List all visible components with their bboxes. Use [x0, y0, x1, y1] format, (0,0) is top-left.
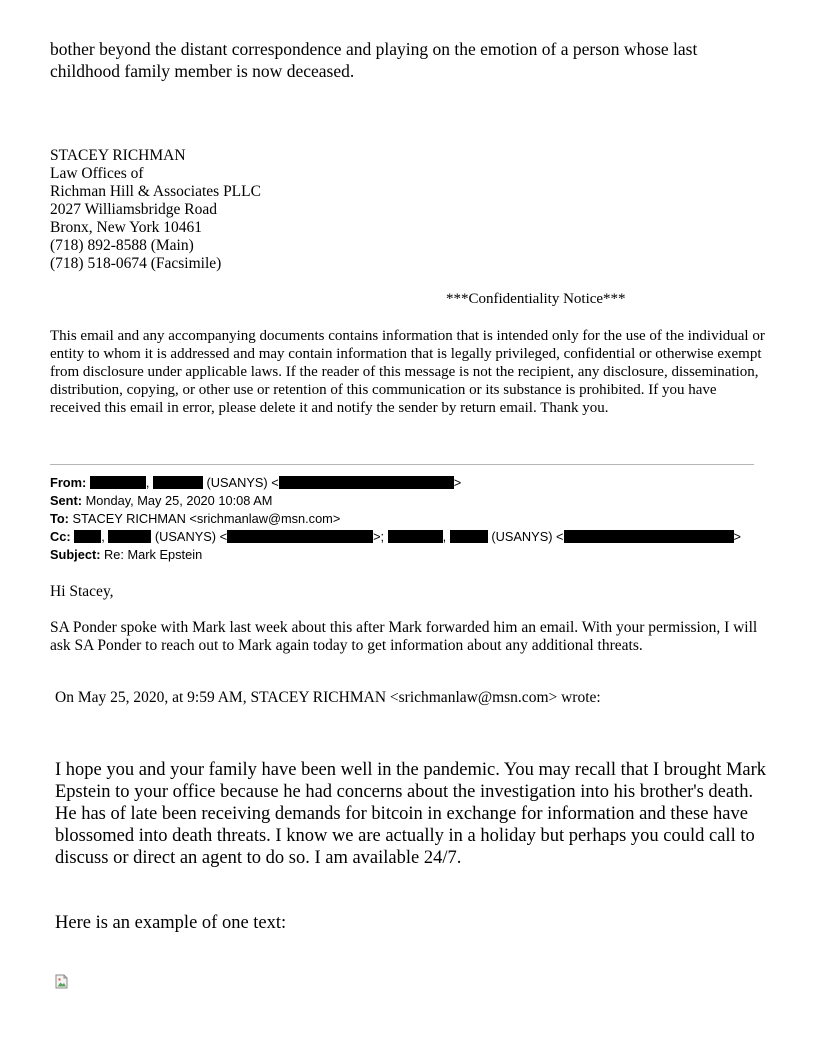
- from-comma: ,: [145, 475, 150, 490]
- broken-image-icon[interactable]: [55, 974, 69, 989]
- signature-phone: (718) 892-8588 (Main): [50, 237, 194, 254]
- signature-address: 2027 Williamsbridge Road: [50, 201, 217, 218]
- header-divider: [50, 464, 754, 465]
- sent-row: [50, 492, 741, 510]
- to-label: To:: [50, 511, 69, 526]
- from-label: From:: [50, 475, 87, 490]
- redaction-box: [108, 530, 151, 543]
- signature-fax: (718) 518-0674 (Facsimile): [50, 255, 222, 272]
- subject-row: [50, 546, 741, 564]
- cc-org: (USANYS) <: [491, 529, 564, 544]
- email-header: [50, 474, 741, 564]
- signature-firm: Richman Hill & Associates PLLC: [50, 183, 261, 200]
- redaction-box: [450, 530, 488, 543]
- cc-separator: >;: [373, 529, 385, 544]
- redaction-box: [153, 476, 203, 489]
- cc-row: [50, 528, 741, 546]
- confidentiality-title: ***Confidentiality Notice***: [446, 291, 626, 307]
- to-row: [50, 510, 741, 528]
- signature-block: [50, 147, 261, 273]
- redaction-box: [74, 530, 101, 543]
- subject-value: Re: Mark Epstein: [104, 547, 203, 562]
- to-value[interactable]: STACEY RICHMAN <srichmanlaw@msn.com>: [72, 511, 341, 526]
- redaction-box: [388, 530, 443, 543]
- intro-paragraph: bother beyond the distant correspondence and playing on the emotion of a person whose last childhood family member is now deceased.: [50, 39, 698, 81]
- cc-org: (USANYS) <: [154, 529, 228, 544]
- signature-name: STACEY RICHMAN: [50, 147, 186, 164]
- from-org: (USANYS) <: [206, 475, 279, 490]
- sent-value: Monday, May 25, 2020 10:08 AM: [85, 493, 273, 508]
- cc-close: >: [733, 529, 742, 544]
- subject-label: Subject:: [50, 547, 101, 562]
- sent-label: Sent:: [50, 493, 82, 508]
- cc-comma: ,: [442, 529, 447, 544]
- reply-body: SA Ponder spoke with Mark last week about this after Mark forwarded him an email. With your permission, I will ask SA Ponder to reach out to Mark again today to get information about any additional threats.: [50, 619, 758, 654]
- from-row: [50, 474, 741, 492]
- redaction-box: [90, 476, 146, 489]
- redaction-box: [227, 530, 373, 543]
- quoted-body: I hope you and your family have been well in the pandemic. You may recall that I brought Mark Epstein to your office because he had concerns about the investigation into his brother's death. He has of late been receiving demands for bitcoin in exchange for information and these have blossomed into death threats. I know we are actually in a holiday but perhaps you could call to discuss or direct an agent to do so. I am available 24/7.: [55, 760, 767, 868]
- cc-comma: ,: [101, 529, 105, 544]
- redaction-box: [564, 530, 734, 543]
- redaction-box: [279, 476, 454, 489]
- signature-city: Bronx, New York 10461: [50, 219, 202, 236]
- confidentiality-notice: This email and any accompanying documents contains information that is intended only for the use of the individual or entity to whom it is addressed and may contain information that is legally privileged, confidential or otherwise exempt from disclosure under applicable laws. If the reader of this message is not the recipient, any disclosure, dissemination, distribution, copying, or other use or retention of this communication or its substance is prohibited. If you have received this email in error, please delete it and notify the sender by return email. Thank you.: [50, 328, 765, 416]
- signature-line: Law Offices of: [50, 165, 144, 182]
- cc-label: Cc:: [50, 529, 71, 544]
- reply-greeting: Hi Stacey,: [50, 583, 114, 600]
- from-close: >: [453, 475, 462, 490]
- example-label: Here is an example of one text:: [55, 913, 287, 933]
- quoted-header: On May 25, 2020, at 9:59 AM, STACEY RICHMAN <srichmanlaw@msn.com> wrote:: [55, 689, 601, 706]
